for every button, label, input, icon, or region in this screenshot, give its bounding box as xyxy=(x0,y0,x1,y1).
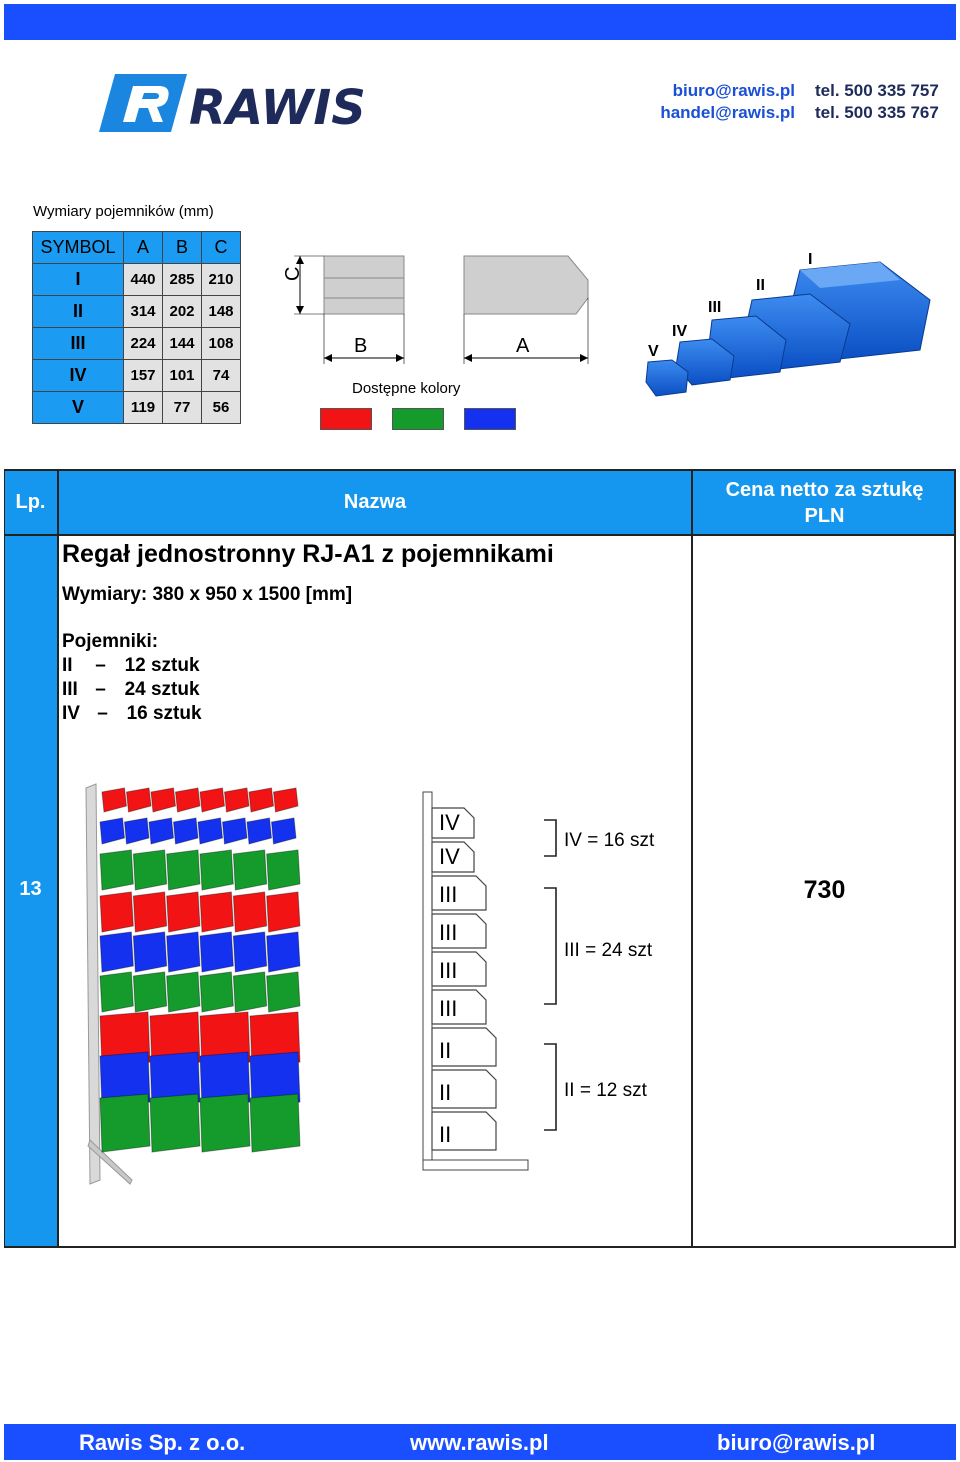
container-dash: – xyxy=(95,655,106,676)
scheme-bin-iv xyxy=(432,808,474,838)
phone-2: tel. 500 335 767 xyxy=(815,103,939,122)
rack-bin xyxy=(200,850,233,890)
scheme-bin-label: IV xyxy=(439,810,460,835)
scheme-bin-iii xyxy=(432,914,486,948)
container-symbol: II xyxy=(62,655,73,676)
cell-b: 77 xyxy=(163,392,202,424)
cell-c: 56 xyxy=(202,392,241,424)
rack-bin xyxy=(150,1094,200,1152)
scheme-bin-label: III xyxy=(439,882,458,907)
container-qty: 16 sztuk xyxy=(126,703,202,724)
col-b: B xyxy=(163,232,202,264)
footer-company: Rawis Sp. z o.o. xyxy=(79,1430,246,1455)
table-row xyxy=(33,328,241,360)
scheme-bin-label: III xyxy=(439,958,458,983)
price-value: 730 xyxy=(803,876,846,904)
container-symbol: IV xyxy=(62,703,80,724)
header-divider xyxy=(4,534,956,536)
rack-bin xyxy=(200,932,233,972)
scheme-bin-label: III xyxy=(439,996,458,1021)
rack-bin xyxy=(267,972,300,1012)
rack-bin xyxy=(200,1094,250,1152)
product-dimensions: Wymiary: 380 x 950 x 1500 [mm] xyxy=(62,584,353,605)
table-row xyxy=(33,360,241,392)
rack-bin xyxy=(176,788,201,812)
cell-c: 108 xyxy=(202,328,241,360)
rack-bin xyxy=(267,850,300,890)
scheme-bin-iii xyxy=(432,990,486,1024)
table-border-bottom xyxy=(4,1246,956,1248)
rack-bin xyxy=(233,972,266,1012)
footer-website-link[interactable]: www.rawis.pl xyxy=(410,1430,549,1455)
product-title: Regał jednostronny RJ-A1 z pojemnikami xyxy=(62,540,554,568)
label-a: A xyxy=(516,335,530,357)
rack-bin xyxy=(100,892,133,932)
cell-a: 224 xyxy=(124,328,163,360)
group-label-iii: III = 24 szt xyxy=(564,940,653,961)
scheme-bin-label: IV xyxy=(439,844,460,869)
table-row xyxy=(33,392,241,424)
col-c: C xyxy=(202,232,241,264)
cell-c: 74 xyxy=(202,360,241,392)
scheme-bin-ii xyxy=(432,1112,496,1150)
scheme-bin-ii xyxy=(432,1070,496,1108)
bin-label-iii: III xyxy=(708,299,722,316)
rack-illustration xyxy=(80,780,310,1190)
rack-bin xyxy=(247,818,272,844)
col-divider-2 xyxy=(691,471,693,1248)
containers-list xyxy=(62,630,202,726)
colors-title: Dostępne kolory xyxy=(352,380,461,397)
label-b: B xyxy=(354,335,368,357)
rack-bin xyxy=(233,850,266,890)
cell-c: 148 xyxy=(202,296,241,328)
bin-label-i: I xyxy=(808,251,813,268)
dimensions-table xyxy=(32,231,241,424)
cell-a: 440 xyxy=(124,264,163,296)
list-item xyxy=(62,702,202,726)
rack-bin xyxy=(133,892,166,932)
col-a: A xyxy=(124,232,163,264)
rack-bin xyxy=(272,818,297,844)
rack-bin xyxy=(167,850,200,890)
rack-bin xyxy=(267,892,300,932)
cell-c: 210 xyxy=(202,264,241,296)
rack-bin xyxy=(100,932,133,972)
rack-bin xyxy=(174,818,199,844)
rack-bin xyxy=(233,892,266,932)
header-price: Cena netto za sztukę PLN xyxy=(693,471,956,534)
header-name: Nazwa xyxy=(59,471,691,534)
cell-symbol: V xyxy=(33,392,124,424)
col-symbol: SYMBOL xyxy=(33,232,124,264)
table-border-left xyxy=(4,471,5,1248)
table-row xyxy=(33,264,241,296)
top-bar xyxy=(4,4,956,40)
cell-symbol: III xyxy=(33,328,124,360)
rack-bin xyxy=(133,972,166,1012)
container-dash: – xyxy=(95,679,106,700)
list-item xyxy=(62,678,202,702)
cell-b: 202 xyxy=(163,296,202,328)
dimension-diagram xyxy=(272,250,592,370)
cell-b: 101 xyxy=(163,360,202,392)
dimensions-title: Wymiary pojemników (mm) xyxy=(33,203,214,220)
rack-bin xyxy=(133,850,166,890)
rack-bin xyxy=(233,932,266,972)
rack-bin xyxy=(225,788,250,812)
phone-1: tel. 500 335 757 xyxy=(815,81,939,100)
rack-bin xyxy=(200,892,233,932)
color-swatch-red xyxy=(320,408,372,430)
cell-a: 157 xyxy=(124,360,163,392)
rack-bin xyxy=(167,892,200,932)
rack-bin xyxy=(100,850,133,890)
cell-b: 285 xyxy=(163,264,202,296)
cell-symbol: II xyxy=(33,296,124,328)
rack-bin xyxy=(167,932,200,972)
email-link-biuro[interactable]: biuro@rawis.pl xyxy=(672,81,795,100)
containers-label: Pojemniki: xyxy=(62,631,159,652)
row-number: 13 xyxy=(19,878,42,900)
cell-a: 314 xyxy=(124,296,163,328)
footer-email-link[interactable]: biuro@rawis.pl xyxy=(717,1430,876,1455)
scheme-bin-label: II xyxy=(439,1122,452,1147)
col-divider-1 xyxy=(57,471,59,1248)
logo-text: RAWIS xyxy=(189,80,366,134)
contact-phones xyxy=(815,80,939,124)
scheme-bin-label: III xyxy=(439,920,458,945)
rack-bin xyxy=(200,788,225,812)
cell-b: 144 xyxy=(163,328,202,360)
scheme-bin-label: II xyxy=(439,1038,452,1063)
rack-bin xyxy=(223,818,248,844)
container-scheme xyxy=(420,790,680,1175)
container-qty: 12 sztuk xyxy=(124,655,200,676)
scheme-bin-iv xyxy=(432,842,474,872)
rack-bin xyxy=(250,1094,300,1152)
rack-bin xyxy=(274,788,299,812)
bins-photo xyxy=(640,240,940,410)
label-c: C xyxy=(282,266,304,281)
scheme-bin-label: II xyxy=(439,1080,452,1105)
rack-bin xyxy=(198,818,223,844)
container-qty: 24 sztuk xyxy=(124,679,200,700)
rack-bin xyxy=(127,788,152,812)
rack-bin xyxy=(102,788,127,812)
color-swatch-green xyxy=(392,408,444,430)
contact-emails xyxy=(620,80,795,124)
rack-bin xyxy=(100,818,125,844)
scheme-bin-iii xyxy=(432,876,486,910)
rack-bin xyxy=(200,972,233,1012)
email-link-handel[interactable]: handel@rawis.pl xyxy=(660,103,795,122)
table-border-right xyxy=(954,471,956,1248)
rack-bin xyxy=(100,1094,150,1152)
bin-label-v: V xyxy=(648,343,659,360)
cell-symbol: I xyxy=(33,264,124,296)
cell-symbol: IV xyxy=(33,360,124,392)
scheme-bin-iii xyxy=(432,952,486,986)
container-symbol: III xyxy=(62,679,78,700)
header-lp: Lp. xyxy=(4,471,57,534)
rack-bin xyxy=(151,788,176,812)
scheme-bin-ii xyxy=(432,1028,496,1066)
rack-bin xyxy=(167,972,200,1012)
group-label-iv: IV = 16 szt xyxy=(564,830,655,851)
bin-label-ii: II xyxy=(756,277,765,294)
rack-bin xyxy=(125,818,150,844)
rawis-logo xyxy=(97,72,397,134)
cell-a: 119 xyxy=(124,392,163,424)
rack-bin xyxy=(100,972,133,1012)
table-row xyxy=(33,296,241,328)
group-label-ii: II = 12 szt xyxy=(564,1080,647,1101)
rack-bin xyxy=(149,818,174,844)
color-swatch-blue xyxy=(464,408,516,430)
list-item xyxy=(62,654,202,678)
container-dash: – xyxy=(97,703,108,724)
rack-bin xyxy=(133,932,166,972)
rack-bin xyxy=(267,932,300,972)
rack-bin xyxy=(249,788,274,812)
bin-label-iv: IV xyxy=(672,323,688,340)
